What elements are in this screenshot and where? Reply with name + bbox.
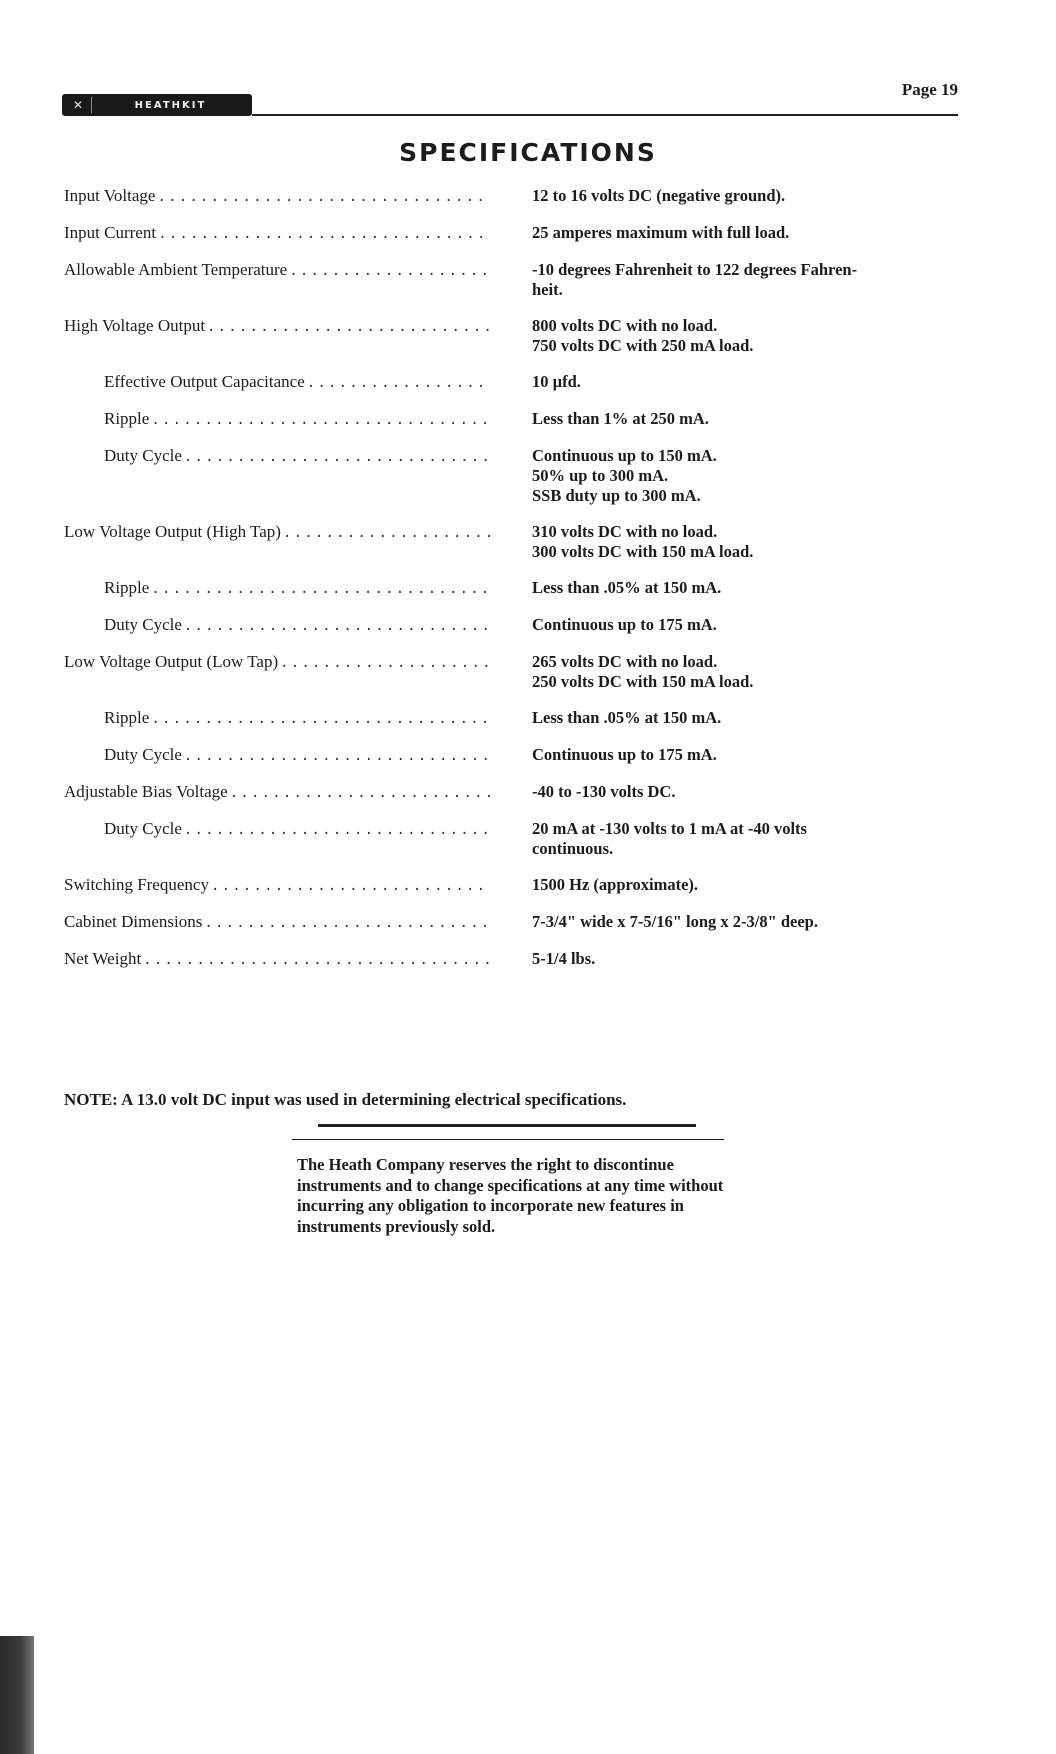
spec-value-line: 10 µfd.: [532, 372, 581, 391]
spec-label: [64, 522, 490, 543]
spec-label: [64, 446, 490, 467]
spec-row: [64, 782, 964, 803]
spec-row: [64, 615, 964, 636]
spec-label: [64, 578, 490, 599]
spec-row: [64, 223, 964, 244]
dot-leader: [158, 224, 490, 244]
spec-label-text: Duty Cycle: [104, 615, 182, 634]
scan-binding-edge: [0, 1636, 34, 1754]
dot-leader: [280, 653, 490, 673]
spec-row: [64, 652, 964, 692]
spec-value: [532, 875, 958, 895]
dot-leader: [151, 579, 490, 599]
dot-leader: [283, 523, 490, 543]
page-title: SPECIFICATIONS: [399, 138, 657, 167]
spec-label: [64, 708, 490, 729]
spec-label-text: Ripple: [104, 409, 150, 428]
spec-value: [532, 949, 958, 969]
spec-row: [64, 819, 964, 859]
spec-value-line: Continuous up to 175 mA.: [532, 615, 717, 634]
spec-value-line: heit.: [532, 280, 563, 299]
spec-row: [64, 316, 964, 356]
spec-value-line: 5-1/4 lbs.: [532, 949, 596, 968]
spec-row: [64, 875, 964, 896]
dot-leader: [184, 616, 490, 636]
spec-label-text: Input Voltage: [64, 186, 156, 205]
dot-leader: [143, 950, 490, 970]
spec-value-line: 750 volts DC with 250 mA load.: [532, 336, 754, 355]
spec-label: [64, 316, 490, 337]
spec-label: [64, 615, 490, 636]
spec-value-line: 50% up to 300 mA.: [532, 466, 669, 485]
logo-text: HEATHKIT: [134, 99, 207, 111]
spec-label: [64, 372, 490, 393]
spec-label: [64, 186, 490, 207]
note-text: NOTE: A 13.0 volt DC input was used in determining electrical specifications.: [64, 1090, 627, 1109]
spec-label-text: Duty Cycle: [104, 819, 182, 838]
dot-leader: [307, 373, 490, 393]
specifications-table: [64, 186, 964, 970]
spec-value: [532, 522, 958, 562]
page-header: [62, 78, 958, 118]
spec-row: [64, 186, 964, 207]
spec-label: [64, 912, 490, 933]
spec-value-line: -10 degrees Fahrenheit to 122 degrees Fahren-: [532, 260, 858, 279]
spec-label-text: Input Current: [64, 223, 157, 242]
page-number: Page 19: [901, 80, 958, 99]
spec-value-line: SSB duty up to 300 mA.: [532, 486, 701, 505]
dot-leader: [151, 709, 490, 729]
dot-leader: [151, 410, 490, 430]
spec-value: [532, 446, 958, 506]
divider-thin: [292, 1139, 724, 1140]
spec-label-text: Ripple: [104, 708, 150, 727]
spec-label-text: Low Voltage Output (Low Tap): [64, 652, 279, 671]
spec-label-text: High Voltage Output: [64, 316, 206, 335]
dot-leader: [211, 876, 490, 896]
dot-leader: [184, 447, 490, 467]
spec-label-text: Duty Cycle: [104, 446, 182, 465]
spec-label: [64, 409, 490, 430]
spec-value-line: Less than 1% at 250 mA.: [532, 409, 709, 428]
spec-value: [532, 819, 958, 859]
dot-leader: [289, 261, 490, 281]
spec-value: [532, 652, 958, 692]
spec-value-line: 12 to 16 volts DC (negative ground).: [532, 186, 786, 205]
spec-label: [64, 949, 490, 970]
spec-value-line: 300 volts DC with 150 mA load.: [532, 542, 754, 561]
spec-label-text: Adjustable Bias Voltage: [64, 782, 228, 801]
spec-row: [64, 446, 964, 506]
spec-row: [64, 578, 964, 599]
spec-value: [532, 578, 958, 598]
spec-value: [532, 186, 958, 206]
spec-value: [532, 409, 958, 429]
spec-value-line: 1500 Hz (approximate).: [532, 875, 699, 894]
disclaimer-text: The Heath Company reserves the right to discontinue instruments and to change specifications at any time without incurring any obligation to incorporate new features in instruments previously sold.: [297, 1155, 724, 1236]
spec-value: [532, 782, 958, 802]
spec-value-line: 265 volts DC with no load.: [532, 652, 718, 671]
spec-label-text: Effective Output Capacitance: [104, 372, 305, 391]
spec-label-text: Allowable Ambient Temperature: [64, 260, 288, 279]
spec-label-text: Switching Frequency: [64, 875, 209, 894]
spec-label: [64, 745, 490, 766]
spec-value: [532, 912, 958, 932]
spec-label: [64, 819, 490, 840]
spec-value: [532, 316, 958, 356]
heathkit-emblem-icon: ✕: [65, 97, 92, 113]
spec-label-text: Cabinet Dimensions: [64, 912, 203, 931]
spec-value-line: Continuous up to 175 mA.: [532, 745, 717, 764]
spec-value: [532, 223, 958, 243]
spec-value-line: Less than .05% at 150 mA.: [532, 578, 722, 597]
spec-value-line: 250 volts DC with 150 mA load.: [532, 672, 754, 691]
dot-leader: [184, 746, 490, 766]
spec-value: [532, 745, 958, 765]
spec-label-text: Low Voltage Output (High Tap): [64, 522, 281, 541]
spec-value-line: Less than .05% at 150 mA.: [532, 708, 722, 727]
spec-row: [64, 409, 964, 430]
spec-value-line: -40 to -130 volts DC.: [532, 782, 676, 801]
spec-value-line: continuous.: [532, 839, 614, 858]
dot-leader: [184, 820, 490, 840]
spec-label: [64, 782, 490, 803]
spec-row: [64, 745, 964, 766]
spec-label-text: Duty Cycle: [104, 745, 182, 764]
heathkit-logo: [62, 94, 252, 116]
dot-leader: [157, 187, 490, 207]
spec-value-line: 25 amperes maximum with full load.: [532, 223, 790, 242]
divider-thick: [318, 1124, 696, 1127]
spec-row: [64, 522, 964, 562]
spec-value-line: Continuous up to 150 mA.: [532, 446, 717, 465]
dot-leader: [204, 913, 490, 933]
spec-value-line: 310 volts DC with no load.: [532, 522, 718, 541]
spec-value: [532, 615, 958, 635]
spec-row: [64, 912, 964, 933]
dot-leader: [230, 783, 490, 803]
spec-label-text: Ripple: [104, 578, 150, 597]
header-rule: [252, 114, 958, 116]
spec-label: [64, 223, 490, 244]
spec-row: [64, 260, 964, 300]
spec-row: [64, 708, 964, 729]
spec-row: [64, 949, 964, 970]
spec-label-text: Net Weight: [64, 949, 142, 968]
spec-label: [64, 875, 490, 896]
spec-row: [64, 372, 964, 393]
spec-value-line: 20 mA at -130 volts to 1 mA at -40 volts: [532, 819, 807, 838]
dot-leader: [207, 317, 490, 337]
spec-label: [64, 260, 490, 281]
spec-label: [64, 652, 490, 673]
spec-value: [532, 708, 958, 728]
spec-value: [532, 372, 958, 392]
spec-value-line: 800 volts DC with no load.: [532, 316, 718, 335]
spec-value: [532, 260, 958, 300]
spec-value-line: 7-3/4" wide x 7-5/16" long x 2-3/8" deep.: [532, 912, 818, 931]
